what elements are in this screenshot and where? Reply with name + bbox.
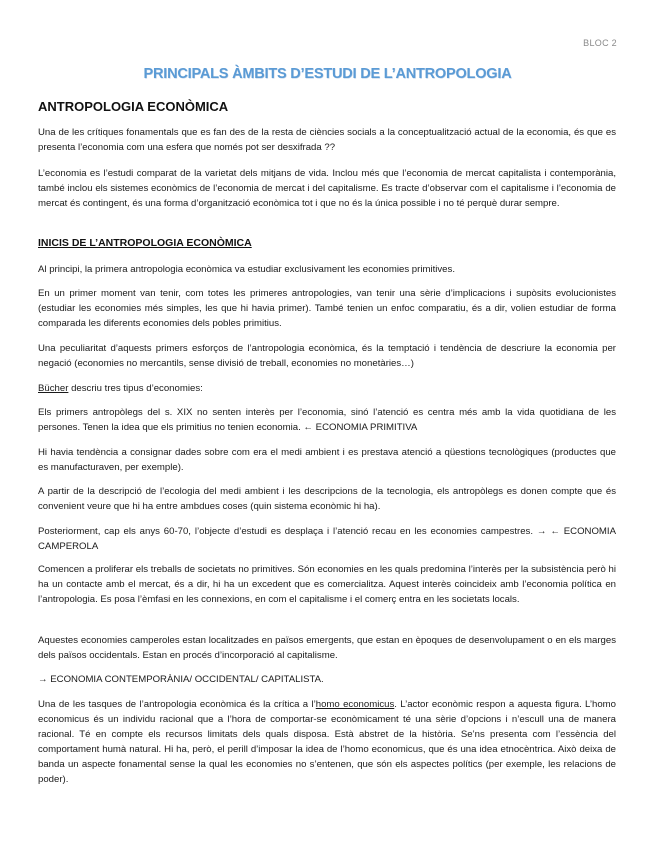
paragraph-economia-camperola: Posteriorment, cap els anys 60-70, l’objecte d’estudi es desplaça i l’atenció recau en les economies campestres. → ← ECONOMIA CAMPEROLA bbox=[38, 526, 616, 552]
paragraph-contemporania: → ECONOMIA CONTEMPORÀNIA/ OCCIDENTAL/ CAPITALISTA. bbox=[38, 674, 324, 685]
subsection-heading: INICIS DE L’ANTROPOLOGIA ECONÒMICA bbox=[38, 237, 252, 249]
homo-text-a: Una de les tasques de l’antropologia econòmica és la crítica a l’ bbox=[38, 699, 316, 710]
paragraph-economia-primitiva: Els primers antropòlegs del s. XIX no senten interès per l’economia, sinó l’atenció es centra més amb la vida quotidiana de les persones. Tenen la idea que els primitius no tenien economia. ← ECONOMIA PRIMITIVA bbox=[38, 407, 616, 433]
paragraph-bucher bbox=[38, 381, 616, 396]
document-title: PRINCIPALS ÀMBITS D’ESTUDI DE L’ANTROPOLOGIA bbox=[143, 66, 512, 82]
bucher-text: descriu tres tipus d’economies: bbox=[68, 383, 203, 394]
paragraph-paisos: Aquestes economies camperoles estan localitzades en països emergents, que estan en èpoques de desenvolupament o en els marges dels països occidentals. Estan en procés d’incorporació al capitalisme. bbox=[38, 635, 616, 661]
paragraph-critiques: Una de les crítiques fonamentals que es fan des de la resta de ciències socials a la conceptualització actual de la economia, és que es presenta l’economia com una esfera que només pot ser desxifrada ?? bbox=[38, 127, 616, 153]
paragraph-principi: Al principi, la primera antropologia econòmica va estudiar exclusivament les economies primitives. bbox=[38, 264, 455, 275]
bloc-label: BLOC 2 bbox=[583, 38, 617, 48]
paragraph-peculiaritat: Una peculiaritat d’aquests primers esforços de l’antropologia econòmica, és la temptació i tendència de descriure la economia per negació (economies no mercantils, sense divisió de treball, economies no monetàries…) bbox=[38, 343, 616, 369]
homo-economicus-term: homo economicus bbox=[315, 699, 395, 710]
homo-text-b: . L’actor econòmic respon a aquesta figura. L’homo economicus és un individu racional que a l’hora de comportar-se econòmicament té una sèrie d’opcions i n’escull una de manera racional. Té en compte els recursos limitats dels quals disposa. Està abstret de la història. Se’ns presenta com l’essència del comportament humà natural. Hi ha, però, el perill d’imposar la idea de l’homo economicus, que és una idea etnocèntrica. Això deixa de banda un aspecte fonamental sense la qual les economies no s’entenen, que són els aspectes polítics (per exemple, les relacions de poder). bbox=[38, 699, 616, 785]
paragraph-ecologia: A partir de la descripció de l’ecologia del medi ambient i les descripcions de la tecnologia, els antropòlegs es donen compte que és convenient veure que hi ha entre ambdues coses (quin sistema econòmic hi ha). bbox=[38, 486, 616, 512]
bucher-name: Bücher bbox=[38, 383, 69, 394]
paragraph-medi-ambient: Hi havia tendència a consignar dades sobre com era el medi ambient i es prestava atenció a qüestions tecnològiques (productes que es manufacturaven, per exemple). bbox=[38, 447, 616, 473]
paragraph-societats: Comencen a proliferar els treballs de societats no primitives. Són economies en les quals predomina l’interès per la subsistència però hi ha un contacte amb el mercat, és a dir, hi ha un excedent que es comercialitza. Aquest interès coincideix amb l’economia política en l’antropologia. Es posa l’èmfasi en les connexions, en com el capitalisme i el comerç entra en les societats locals. bbox=[38, 564, 616, 605]
paragraph-homo-economicus bbox=[38, 697, 616, 787]
paragraph-primer-moment: En un primer moment van tenir, com totes les primeres antropologies, van tenir una sèrie d’implicacions i supòsits evolucionistes (estudiar les economies més simples, les que hi havia primer). També tenien un enfoc comparatiu, és a dir, volien estudiar de forma comparada les diferents economies dels pobles primitius. bbox=[38, 288, 616, 329]
section-heading: ANTROPOLOGIA ECONÒMICA bbox=[38, 99, 229, 114]
paragraph-definicio: L’economia es l’estudi comparat de la varietat dels mitjans de vida. Inclou més que l’economia de mercat capitalista i contemporània, també inclou els sistemes econòmics de l’economia de mercat i del capitalisme. Es tracte d’observar com el capitalisme i l’economia de mercat és contingent, és una forma d’organització econòmica tot i que no és la única possible i no té perquè durar sempre. bbox=[38, 168, 616, 209]
